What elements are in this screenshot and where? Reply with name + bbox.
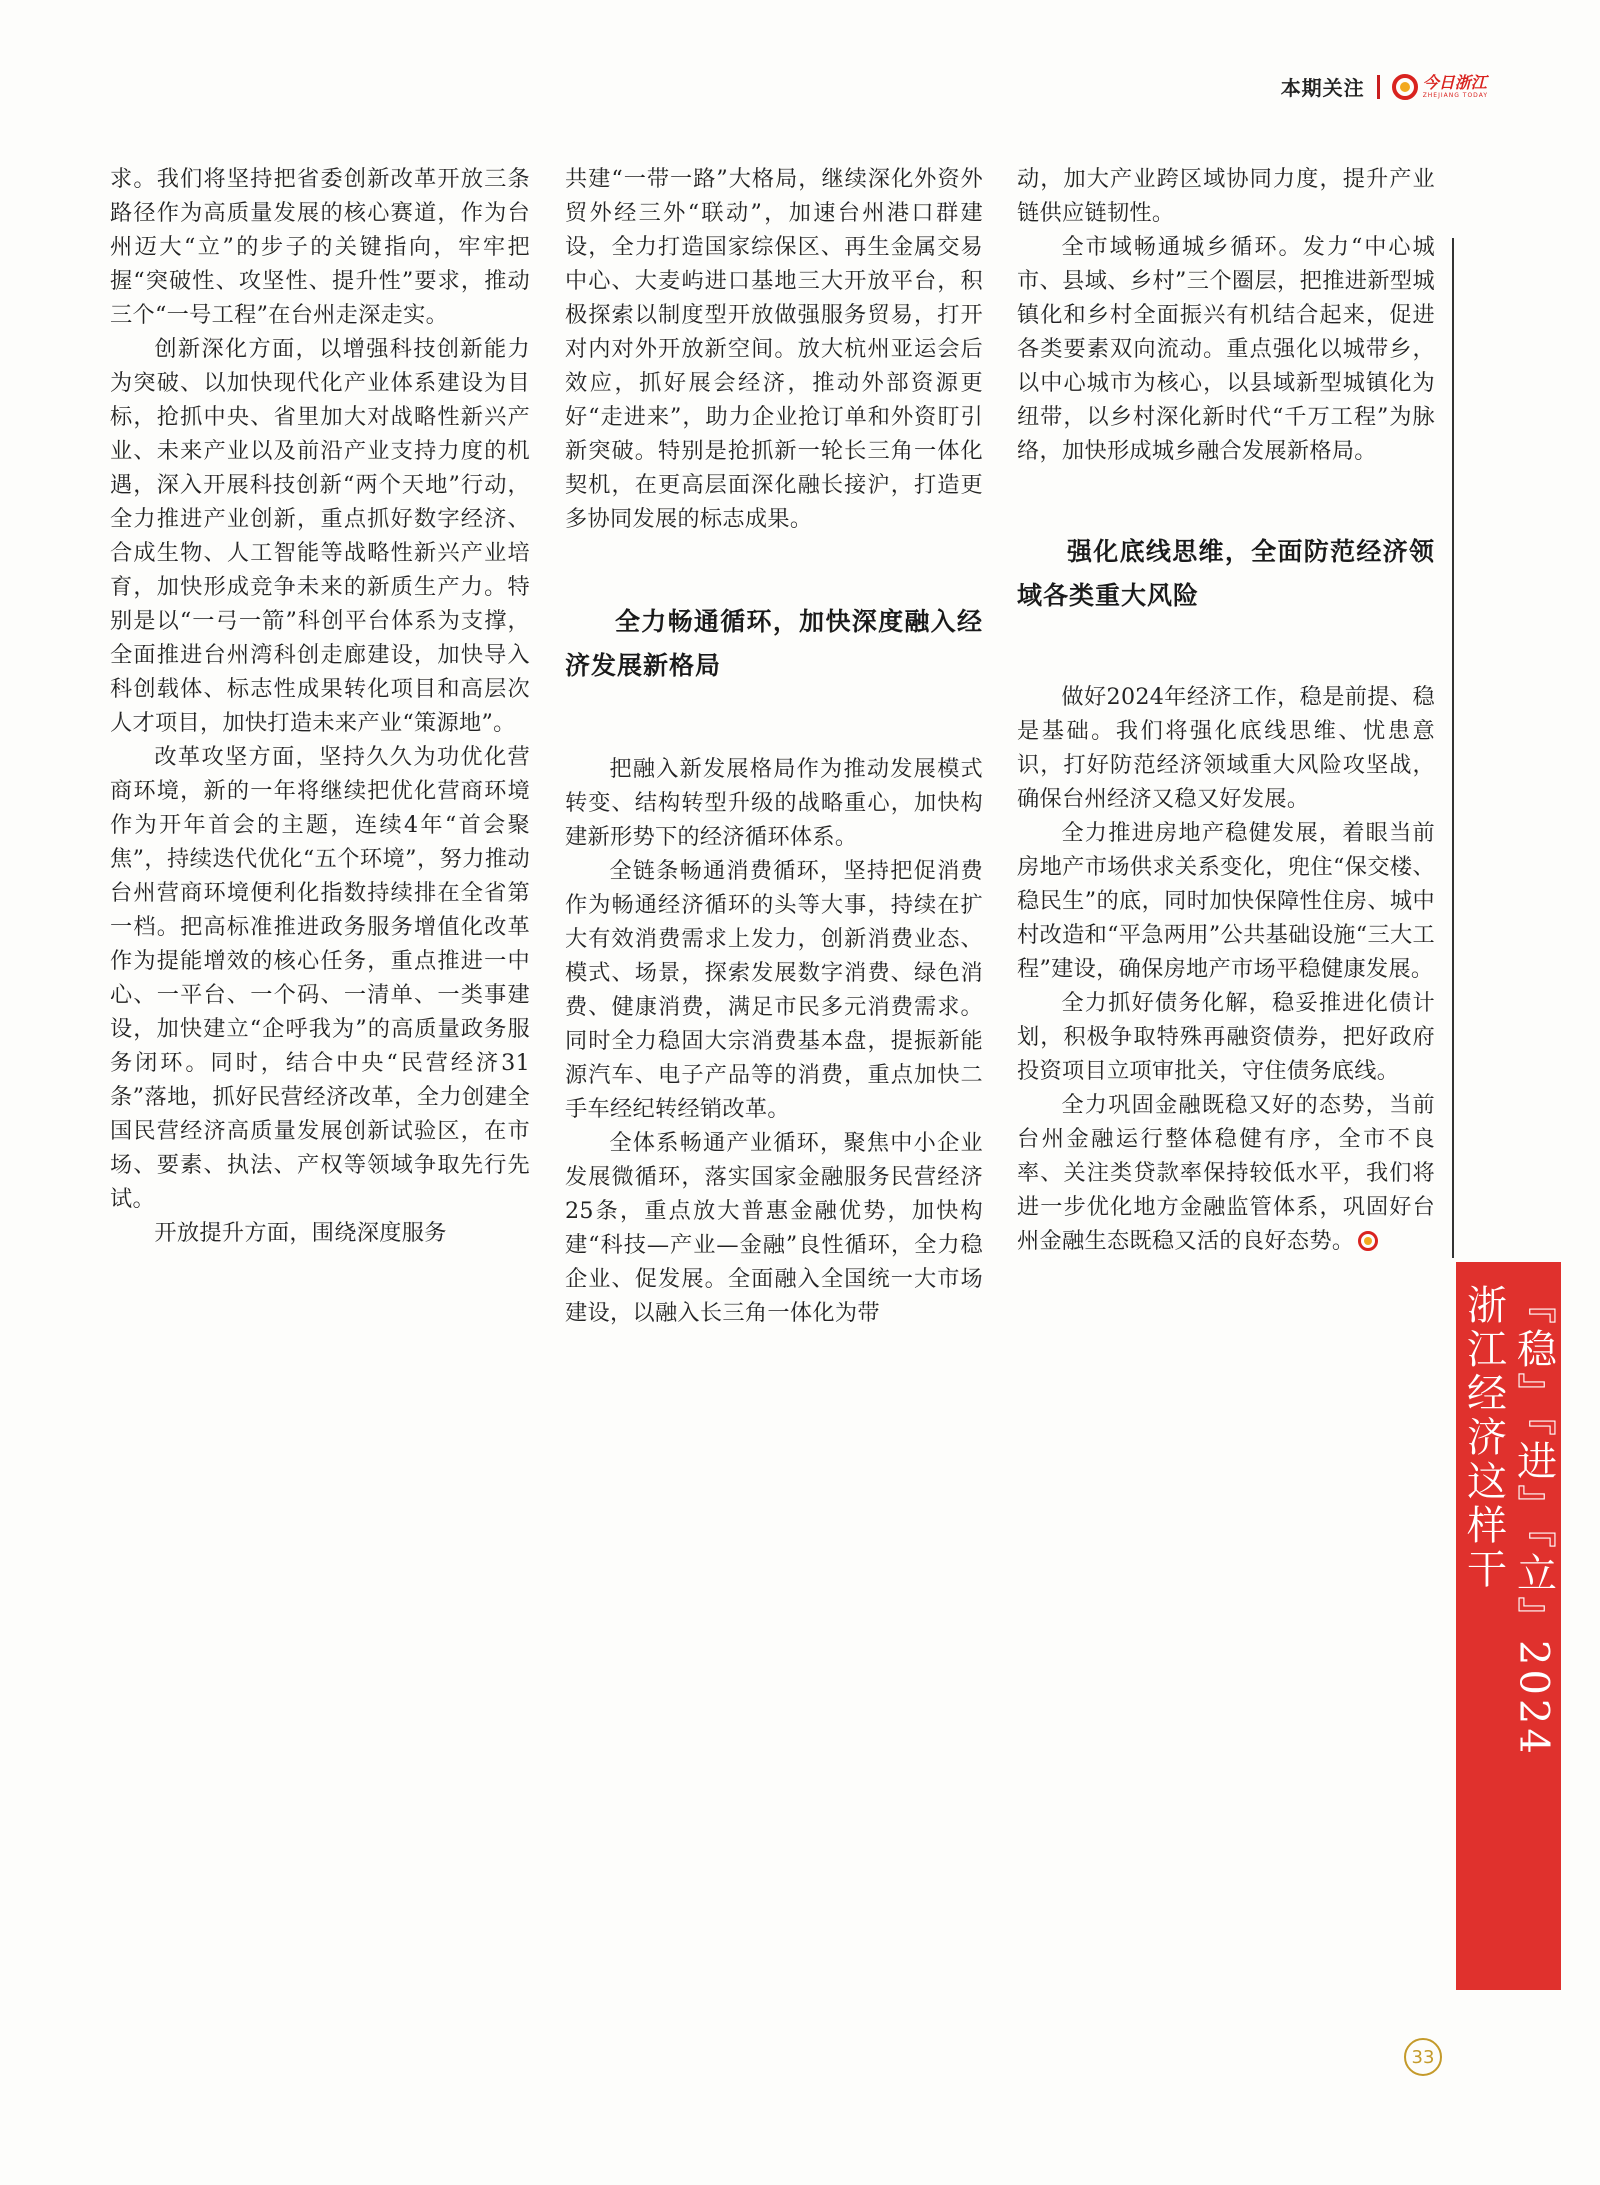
logo-icon bbox=[1392, 74, 1418, 100]
paragraph: 创新深化方面，以增强科技创新能力为突破、以加快现代化产业体系建设为目标，抢抓中央、省里加大对战略性新兴产业、未来产业以及前沿产业支持力度的机遇，深入开展科技创新“两个天地”行动，全力推进产业创新，重点抓好数字经济、合成生物、人工智能等战略性新兴产业培育，加快形成竞争未来的新质生产力。特别是以“一弓一箭”科创平台体系为支撑，全面推进台州湾科创走廊建设，加快导入科创载体、标志性成果转化项目和高层次人才项目，加快打造未来产业“策源地”。 bbox=[110, 336, 530, 736]
banner-line-2: 浙江经济这样干 bbox=[1460, 1284, 1507, 1592]
banner-line-1: 『稳』『进』『立』2024 bbox=[1510, 1284, 1557, 1758]
text-column-2 bbox=[565, 162, 983, 1330]
paragraph: 开放提升方面，围绕深度服务 bbox=[154, 1220, 447, 1246]
paragraph: 共建“一带一路”大格局，继续深化外资外贸外经三外“联动”，加速台州港口群建设，全力打造国家综保区、再生金属交易中心、大麦屿进口基地三大开放平台，积极探索以制度型开放做强服务贸易，打开对内对外开放新空间。放大杭州亚运会后效应，抓好展会经济，推动外部资源更好“走进来”，助力企业抢订单和外资盯引新突破。特别是抢抓新一轮长三角一体化契机，在更高层面深化融长接沪，打造更多协同发展的标志成果。 bbox=[565, 166, 983, 532]
paragraph: 全体系畅通产业循环，聚焦中小企业发展微循环，落实国家金融服务民营经济25条，重点放大普惠金融优势，加快构建“科技—产业—金融”良性循环，全力稳企业、促发展。全面融入全国统一大市场建设，以融入长三角一体化为带 bbox=[565, 1130, 983, 1326]
end-mark-icon bbox=[1358, 1231, 1378, 1251]
closing-paragraph-text: 全力巩固金融既稳又好的态势，当前台州金融运行整体稳健有序，全市不良率、关注类贷款率保持较低水平，我们将进一步优化地方金融监管体系，巩固好台州金融生态既稳又活的良好态势。 bbox=[1017, 1092, 1435, 1254]
paragraph: 做好2024年经济工作，稳是前提、稳是基础。我们将强化底线思维、忧患意识，打好防范经济领域重大风险攻坚战，确保台州经济又稳又好发展。 bbox=[1017, 684, 1435, 812]
paragraph: 全力抓好债务化解，稳妥推进化债计划，积极争取特殊再融资债券，把好政府投资项目立项审批关，守住债务底线。 bbox=[1017, 990, 1435, 1084]
logo-cn-text: 今日浙江 bbox=[1422, 72, 1487, 92]
magazine-logo bbox=[1392, 74, 1488, 100]
paragraph: 全链条畅通消费循环，坚持把促消费作为畅通经济循环的头等大事，持续在扩大有效消费需求上发力，创新消费业态、模式、场景，探索发展数字消费、绿色消费、健康消费，满足市民多元消费需求。同时全力稳固大宗消费基本盘，提振新能源汽车、电子产品等的消费，重点加快二手车经纪转经销改革。 bbox=[565, 858, 983, 1122]
side-banner bbox=[1456, 1262, 1561, 1990]
text-column-3 bbox=[1017, 162, 1435, 1258]
paragraph: 把融入新发展格局作为推动发展模式转变、结构转型升级的战略重心，加快构建新形势下的经济循环体系。 bbox=[565, 756, 983, 850]
section-heading: 全力畅通循环，加快深度融入经济发展新格局 bbox=[565, 607, 983, 680]
page-header bbox=[1281, 72, 1488, 101]
paragraph bbox=[1017, 1088, 1435, 1258]
paragraph: 全力推进房地产稳健发展，着眼当前房地产市场供求关系变化，兜住“保交楼、稳民生”的底，同时加快保障性住房、城中村改造和“平急两用”公共基础设施“三大工程”建设，确保房地产市场平稳健康发展。 bbox=[1017, 820, 1435, 982]
column-rule bbox=[1452, 238, 1454, 1258]
paragraph: 求。我们将坚持把省委创新改革开放三条路径作为高质量发展的核心赛道，作为台州迈大“立”的步子的关键指向，牢牢把握“突破性、攻坚性、提升性”要求，推动三个“一号工程”在台州走深走实。 bbox=[110, 166, 530, 328]
header-divider bbox=[1377, 75, 1380, 99]
logo-en-text: ZHEJIANG TODAY bbox=[1422, 91, 1488, 99]
paragraph: 改革攻坚方面，坚持久久为功优化营商环境，新的一年将继续把优化营商环境作为开年首会的主题，连续4年“首会聚焦”，持续迭代优化“五个环境”，努力推动台州营商环境便利化指数持续排在全省第一档。把高标准推进政务服务增值化改革作为提能增效的核心任务，重点推进一中心、一平台、一个码、一清单、一类事建设，加快建立“企呼我为”的高质量政务服务闭环。同时，结合中央“民营经济31条”落地，抓好民营经济改革，全力创建全国民营经济高质量发展创新试验区，在市场、要素、执法、产权等领域争取先行先试。 bbox=[110, 744, 530, 1212]
text-column-1 bbox=[110, 162, 530, 1250]
paragraph: 动，加大产业跨区域协同力度，提升产业链供应链韧性。 bbox=[1017, 166, 1435, 226]
page-number: 33 bbox=[1404, 2038, 1442, 2076]
paragraph: 全市域畅通城乡循环。发力“中心城市、县域、乡村”三个圈层，把推进新型城镇化和乡村全面振兴有机结合起来，促进各类要素双向流动。重点强化以城带乡，以中心城市为核心，以县域新型城镇化为纽带，以乡村深化新时代“千万工程”为脉络，加快形成城乡融合发展新格局。 bbox=[1017, 234, 1435, 464]
section-heading: 强化底线思维，全面防范经济领域各类重大风险 bbox=[1017, 537, 1435, 610]
section-title: 本期关注 bbox=[1280, 76, 1365, 100]
